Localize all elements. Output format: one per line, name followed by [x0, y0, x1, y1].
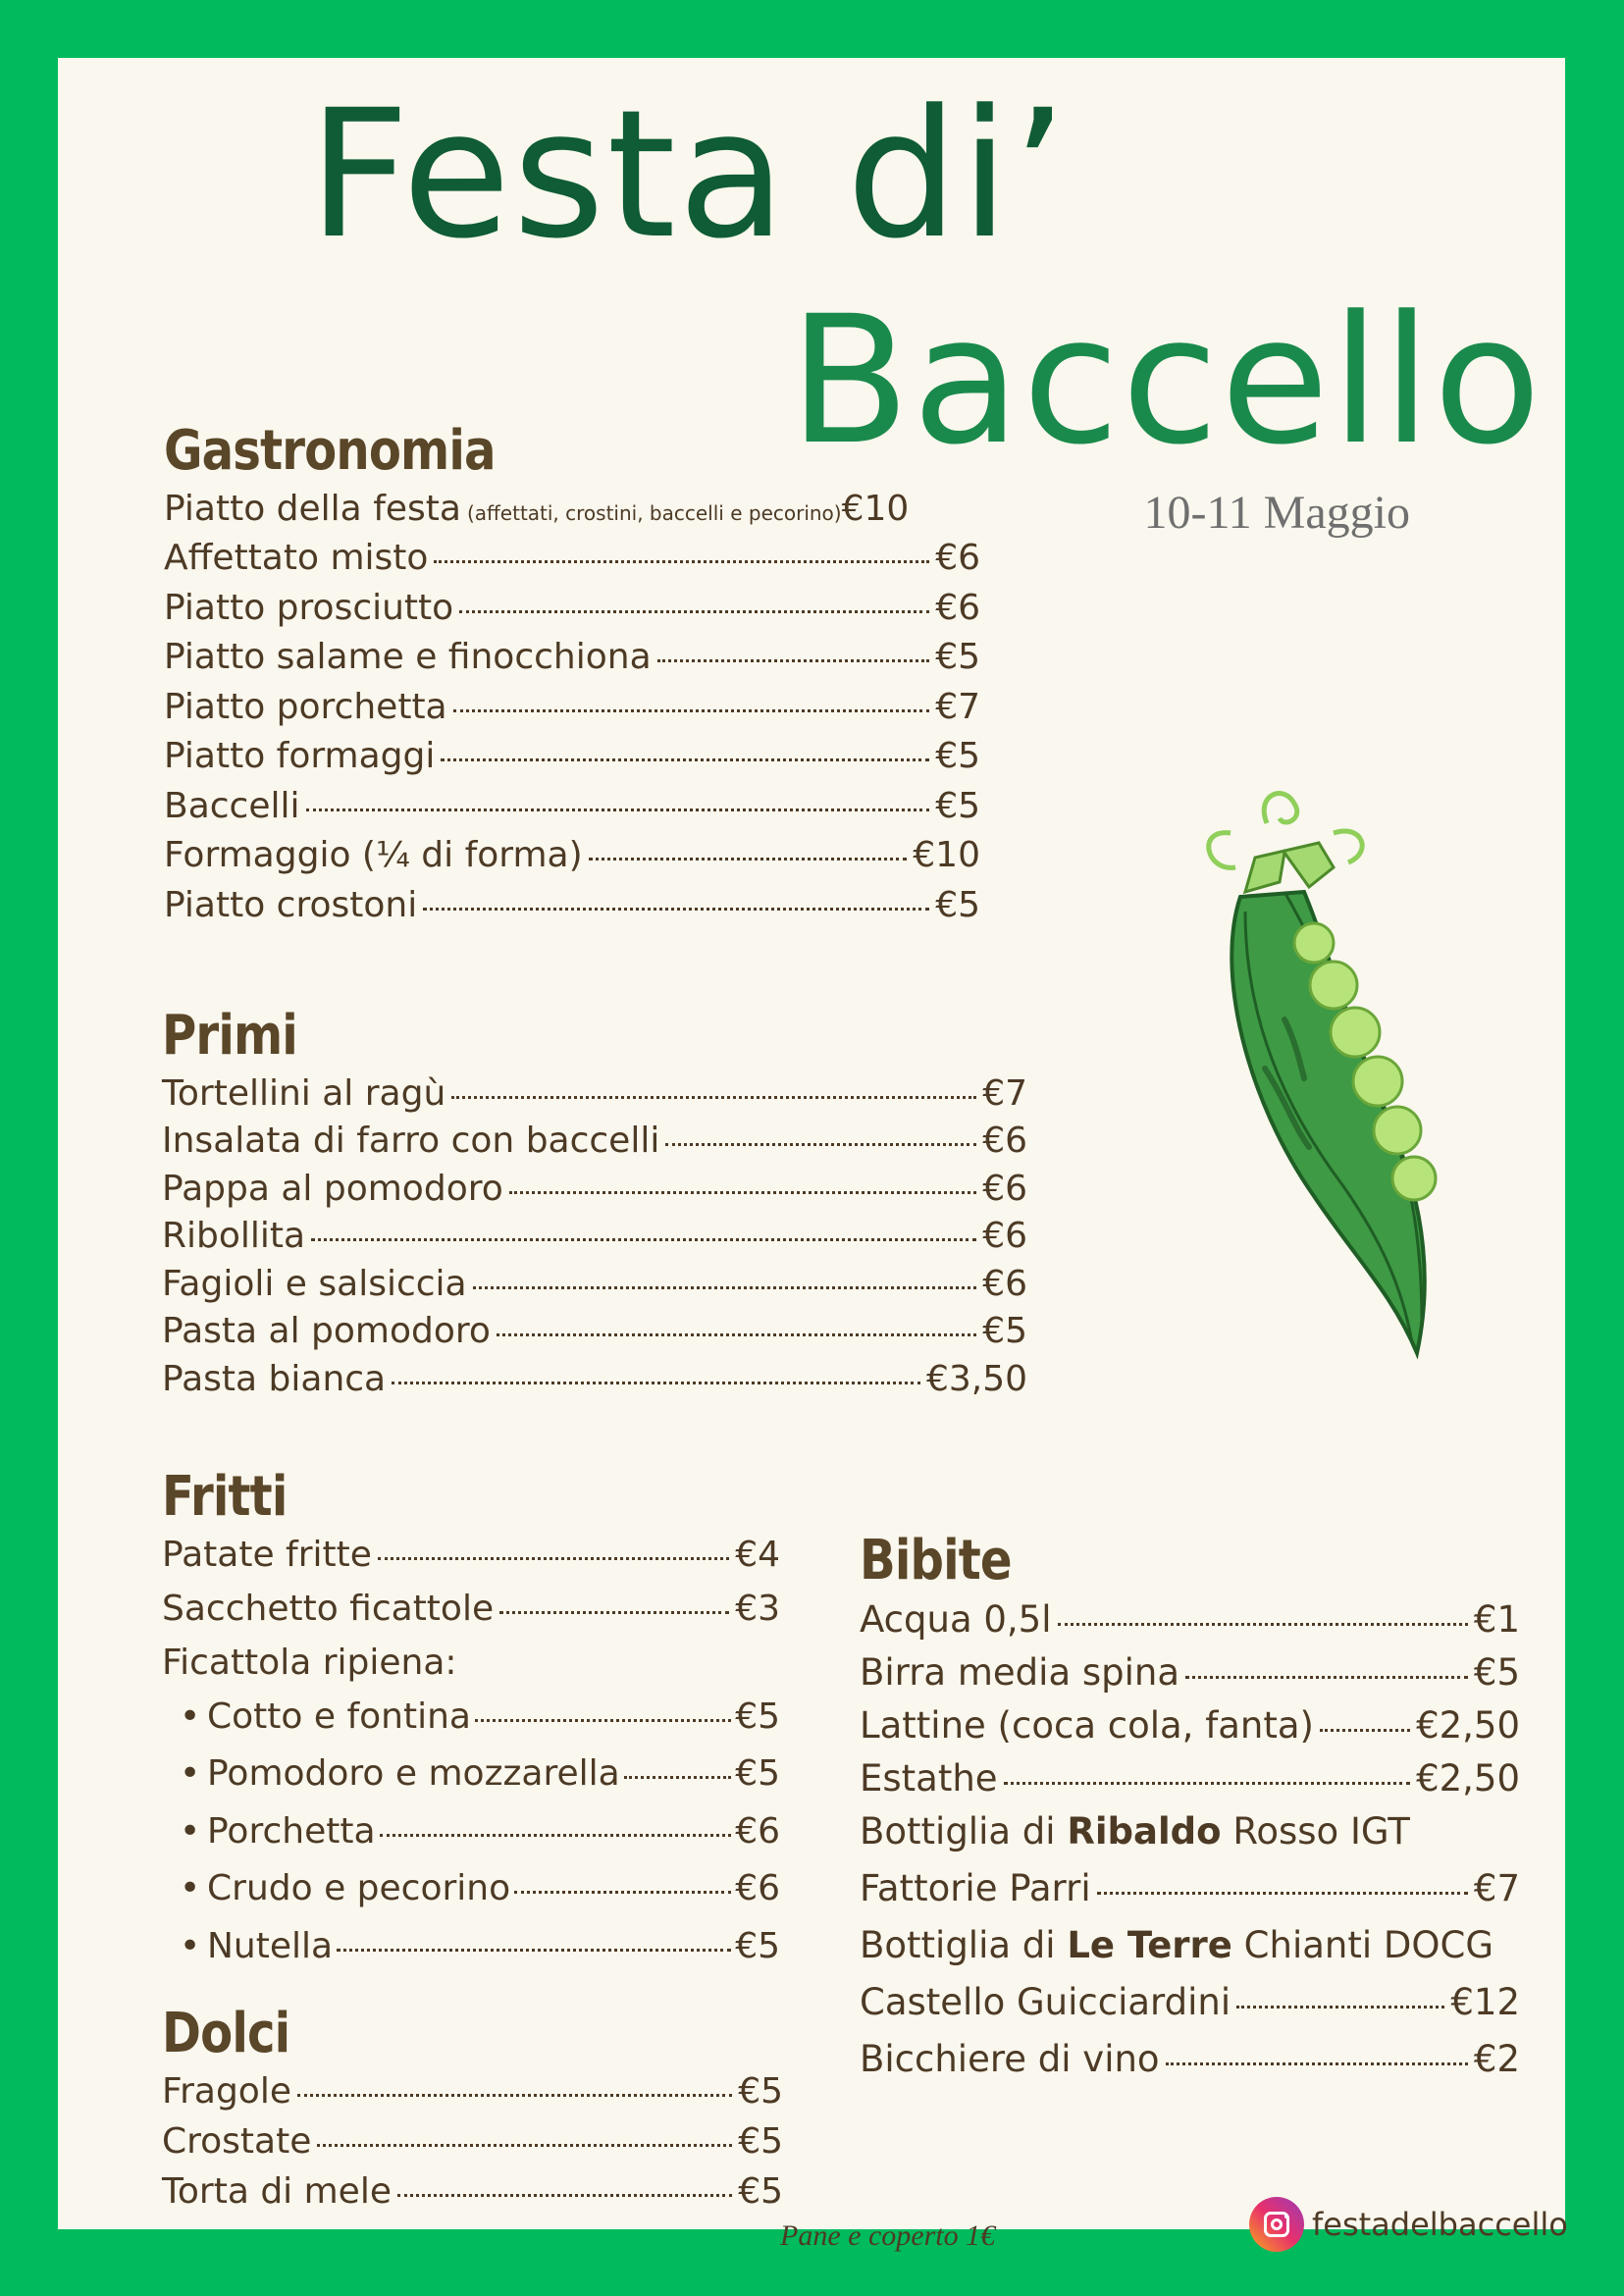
item-price: €5: [738, 2170, 783, 2212]
item-name: Castello Guicciardini: [860, 1980, 1231, 2023]
instagram-icon: [1249, 2197, 1304, 2252]
item-name: Porchetta: [207, 1810, 376, 1852]
item-price: €10: [841, 488, 910, 529]
event-date: 10-11 Maggio: [1143, 487, 1410, 539]
item-name: Estathe: [860, 1756, 998, 1800]
menu-item: [162, 1311, 1027, 1359]
item-price: €5: [738, 2070, 783, 2112]
bullet-dot: •: [180, 1810, 201, 1852]
menu-item: [860, 1598, 1520, 1651]
dot-leader: [1320, 1729, 1410, 1732]
item-price: €5: [735, 1925, 780, 1966]
item-name: Pasta bianca: [162, 1358, 387, 1399]
item-price: €5: [735, 1696, 780, 1737]
item-name: Baccelli: [164, 785, 300, 826]
item-name: Pappa al pomodoro: [162, 1168, 503, 1209]
item-price: €6: [935, 587, 980, 628]
item-price: €2,50: [1416, 1756, 1520, 1800]
section-dolci: [162, 2002, 783, 2221]
menu-item: [164, 885, 980, 935]
wine-brand: Ribaldo: [1067, 1809, 1222, 1852]
dot-leader: [1097, 1892, 1468, 1895]
section-heading-dolci: Dolci: [162, 2002, 290, 2065]
item-price: €5: [935, 736, 980, 777]
menu-item: [162, 2171, 783, 2221]
menu-item: [164, 835, 980, 885]
wine-brand: Le Terre: [1067, 1923, 1232, 1966]
section-fritti: [162, 1465, 780, 1983]
item-price: €7: [1473, 1866, 1520, 1909]
bullet-item: [162, 1868, 780, 1926]
dot-leader: [337, 1949, 731, 1952]
dot-leader: [1058, 1623, 1468, 1626]
item-name: Fagioli e salsiccia: [162, 1263, 467, 1304]
wine-line-2: [860, 1924, 1520, 1981]
item-price: €3: [735, 1588, 780, 1629]
item-price: €2: [1473, 2037, 1520, 2080]
bullet-dot: •: [180, 1925, 201, 1966]
menu-item: [162, 1589, 780, 1643]
dot-leader: [657, 659, 930, 662]
dot-leader: [589, 858, 908, 861]
section-heading-bibite: Bibite: [860, 1529, 1012, 1592]
menu-item: [162, 1169, 1027, 1217]
item-name: Lattine (coca cola, fanta): [860, 1703, 1314, 1747]
item-name: Piatto salame e finocchiona: [164, 637, 652, 678]
item-name: Nutella: [207, 1925, 334, 1966]
bullet-dot: •: [180, 1696, 201, 1737]
dot-leader: [475, 1719, 731, 1722]
item-name: Piatto formaggi: [164, 736, 436, 777]
menu-item: [164, 736, 980, 786]
menu-item: [162, 1216, 1027, 1264]
item-price: €4: [735, 1534, 780, 1575]
item-name: Sacchetto ficattole: [162, 1588, 495, 1629]
item-name: Insalata di farro con baccelli: [162, 1121, 660, 1162]
dot-leader: [499, 1611, 729, 1614]
item-name: Patate fritte: [162, 1534, 372, 1575]
item-price: €5: [1473, 1650, 1520, 1694]
item-price: €6: [935, 538, 980, 579]
dot-leader: [509, 1191, 976, 1194]
dot-leader: [624, 1776, 732, 1779]
dot-leader: [1166, 2062, 1468, 2065]
menu-item: [860, 1651, 1520, 1704]
dot-leader: [311, 1238, 976, 1241]
item-price: €5: [935, 637, 980, 678]
menu-item: [162, 2071, 783, 2121]
menu-item: [860, 1757, 1520, 1810]
item-price: €7: [935, 686, 980, 727]
menu-item: [860, 2038, 1520, 2095]
dot-leader: [473, 1286, 977, 1289]
menu-item: [164, 538, 980, 588]
dot-leader: [451, 1096, 976, 1099]
dot-leader: [441, 758, 929, 761]
cover-charge-note: Pane e coperto 1€: [780, 2219, 996, 2252]
item-name: Bicchiere di vino: [860, 2037, 1160, 2080]
wine-line-1: [860, 1810, 1520, 1867]
menu-item: [164, 588, 980, 638]
dot-leader: [665, 1143, 976, 1146]
section-bibite: [860, 1529, 1520, 2095]
menu-item: [860, 1704, 1520, 1757]
item-name: Fragole: [162, 2070, 291, 2112]
item-name: Pomodoro e mozzarella: [207, 1753, 620, 1795]
pea-pod-illustration: [1137, 774, 1530, 1363]
item-name: Crudo e pecorino: [207, 1868, 511, 1909]
item-name: Acqua 0,5l: [860, 1597, 1052, 1641]
dot-leader: [514, 1891, 731, 1894]
item-price: €5: [982, 1311, 1027, 1352]
instagram-handle[interactable]: [1249, 2197, 1568, 2252]
item-price: €6: [982, 1121, 1027, 1162]
menu-item: [164, 489, 980, 539]
menu-page: [58, 58, 1568, 2252]
bullet-item: [162, 1926, 780, 1984]
item-name: Fattorie Parri: [860, 1866, 1091, 1909]
dot-leader: [397, 2194, 732, 2197]
bullet-item: [162, 1696, 780, 1754]
item-price: €5: [935, 884, 980, 925]
dot-leader: [380, 1834, 732, 1837]
menu-item: [860, 1867, 1520, 1924]
section-heading-primi: Primi: [162, 1004, 297, 1068]
item-name: Piatto della festa: [164, 488, 461, 529]
wine-prefix: Bottiglia di: [860, 1923, 1056, 1966]
item-name: Piatto crostoni: [164, 884, 418, 925]
menu-item: [162, 1121, 1027, 1169]
sub-heading: Ficattola ripiena:: [162, 1642, 457, 1683]
pea-pod-icon: [1209, 794, 1436, 1353]
dot-leader: [317, 2144, 732, 2147]
item-name: Torta di mele: [162, 2170, 392, 2212]
dot-leader: [459, 610, 929, 613]
item-price: €5: [738, 2120, 783, 2162]
item-name: Tortellini al ragù: [162, 1072, 446, 1114]
dot-leader: [297, 2094, 732, 2097]
menu-item: [162, 1535, 780, 1589]
section-primi: [162, 1004, 1027, 1406]
dot-leader: [434, 560, 929, 563]
dot-leader: [423, 908, 929, 911]
item-note: (affettati, crostini, baccelli e pecorino): [466, 500, 842, 525]
menu-item: [162, 1359, 1027, 1407]
dot-leader: [497, 1333, 976, 1336]
wine-prefix: Bottiglia di: [860, 1809, 1056, 1852]
menu-item: [164, 637, 980, 687]
dot-leader: [392, 1382, 920, 1384]
item-price: €6: [982, 1168, 1027, 1209]
item-price: €7: [982, 1072, 1027, 1114]
item-price: €5: [735, 1753, 780, 1795]
handle-text: festadelbaccello: [1312, 2206, 1568, 2243]
title-line-2: Baccello: [789, 279, 1544, 484]
item-price: €2,50: [1416, 1703, 1520, 1747]
dot-leader: [1185, 1676, 1468, 1679]
item-name: Ribollita: [162, 1216, 306, 1257]
item-price: €5: [935, 785, 980, 826]
dot-leader: [1236, 2006, 1444, 2009]
menu-item: [164, 786, 980, 836]
menu-item: [860, 1981, 1520, 2038]
item-name: Piatto prosciutto: [164, 587, 454, 628]
bullet-dot: •: [180, 1753, 201, 1795]
dot-leader: [306, 809, 930, 811]
item-name: Affettato misto: [164, 538, 429, 579]
item-price: €1: [1473, 1597, 1520, 1641]
item-price: €6: [735, 1868, 780, 1909]
instagram-lens-shape: [1271, 2218, 1283, 2230]
item-name: Formaggio (¼ di forma): [164, 835, 583, 876]
bullet-dot: •: [180, 1868, 201, 1909]
item-price: €6: [982, 1263, 1027, 1304]
dot-leader: [1004, 1782, 1411, 1785]
section-heading-gastronomia: Gastronomia: [164, 419, 496, 483]
wine-suffix: Chianti DOCG: [1243, 1923, 1494, 1966]
menu-item: [162, 1264, 1027, 1312]
item-price: €12: [1450, 1980, 1520, 2023]
item-price: €6: [982, 1216, 1027, 1257]
item-name: Pasta al pomodoro: [162, 1311, 491, 1352]
menu-item: [164, 687, 980, 737]
title-line-1: Festa di’: [308, 73, 1070, 278]
wine-suffix: Rosso IGT: [1232, 1809, 1410, 1852]
item-name: Cotto e fontina: [207, 1696, 471, 1737]
item-price: €10: [913, 835, 980, 876]
bullet-item: [162, 1811, 780, 1869]
section-heading-fritti: Fritti: [162, 1465, 288, 1529]
bullet-item: [162, 1753, 780, 1811]
dot-leader: [453, 709, 930, 712]
menu-item: [162, 1073, 1027, 1122]
dot-leader: [378, 1557, 729, 1560]
section-gastronomia: [164, 419, 980, 934]
item-price: €3,50: [925, 1358, 1027, 1399]
item-name: Birra media spina: [860, 1650, 1180, 1694]
item-price: €6: [735, 1810, 780, 1852]
item-name: Crostate: [162, 2120, 312, 2162]
menu-item: [162, 2121, 783, 2171]
item-name: Piatto porchetta: [164, 686, 447, 727]
instagram-flash-shape: [1284, 2215, 1288, 2218]
